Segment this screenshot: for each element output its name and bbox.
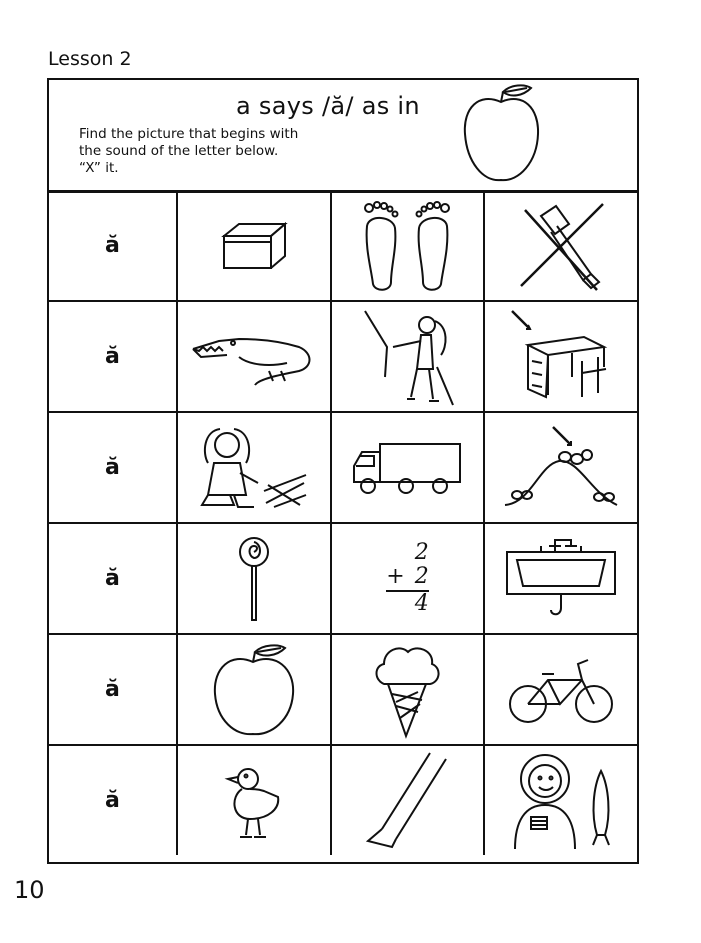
desk-icon <box>506 307 616 407</box>
instructions <box>79 126 298 177</box>
table-row <box>49 523 637 634</box>
sink-icon <box>501 534 621 624</box>
apple-icon <box>209 642 299 738</box>
girl-with-sticks-icon <box>194 423 314 513</box>
letter-cell <box>49 634 177 745</box>
picture-cell[interactable] <box>177 301 331 412</box>
picture-cell[interactable] <box>177 634 331 745</box>
picture-cell[interactable] <box>484 523 637 634</box>
picture-cell[interactable] <box>177 745 331 855</box>
picture-cell[interactable] <box>331 523 485 634</box>
leg-icon <box>362 751 452 851</box>
instruction-line: “X” it. <box>79 160 119 176</box>
letter-cell <box>49 301 177 412</box>
ax-marked-x-icon <box>511 196 611 296</box>
lesson-label: Lesson 2 <box>48 48 132 70</box>
picture-cell[interactable] <box>331 412 485 523</box>
page-number: 10 <box>14 876 45 904</box>
picture-cell[interactable] <box>484 191 637 301</box>
short-a-letter: ă <box>105 788 120 813</box>
chick-icon <box>224 761 284 841</box>
picture-cell[interactable] <box>484 301 637 412</box>
apple-icon <box>459 84 543 186</box>
picture-cell[interactable] <box>484 412 637 523</box>
addend-bottom-row <box>386 565 428 592</box>
letter-cell <box>49 745 177 855</box>
astronaut-icon <box>501 751 621 851</box>
instruction-line: Find the picture that begins with <box>79 126 299 142</box>
short-a-letter: ă <box>105 233 120 258</box>
addition-problem <box>386 541 428 616</box>
ants-on-hill-icon <box>501 423 621 513</box>
short-a-letter: ă <box>105 566 120 591</box>
truck-icon <box>350 438 465 498</box>
worksheet-header <box>49 80 637 193</box>
picture-cell[interactable] <box>331 634 485 745</box>
worksheet-title: a says /ă/ as in <box>236 92 420 120</box>
picture-grid <box>49 191 637 855</box>
addend-top: 2 <box>414 540 429 565</box>
letter-cell <box>49 191 177 301</box>
bicycle-icon <box>506 650 616 730</box>
short-a-letter: ă <box>105 455 120 480</box>
worksheet <box>47 78 639 864</box>
letter-cell <box>49 412 177 523</box>
picture-cell[interactable] <box>484 634 637 745</box>
letter-cell <box>49 523 177 634</box>
picture-cell[interactable] <box>177 191 331 301</box>
girl-fishing-icon <box>357 307 457 407</box>
feet-icon <box>357 198 457 293</box>
addend-bottom: 2 <box>414 564 429 589</box>
picture-cell[interactable] <box>177 523 331 634</box>
picture-cell[interactable] <box>331 191 485 301</box>
alligator-icon <box>189 327 319 387</box>
picture-cell[interactable] <box>484 745 637 855</box>
table-row <box>49 191 637 301</box>
picture-cell[interactable] <box>177 412 331 523</box>
instruction-line: the sound of the letter below. <box>79 143 279 159</box>
table-row <box>49 745 637 855</box>
table-row <box>49 301 637 412</box>
table-row <box>49 412 637 523</box>
box-icon <box>219 218 289 273</box>
picture-cell[interactable] <box>331 301 485 412</box>
lollipop-icon <box>234 534 274 624</box>
short-a-letter: ă <box>105 344 120 369</box>
table-row <box>49 634 637 745</box>
plus-sign: + <box>386 564 405 589</box>
sum: 4 <box>414 591 429 616</box>
short-a-letter: ă <box>105 677 120 702</box>
picture-cell[interactable] <box>331 745 485 855</box>
ice-cream-cone-icon <box>372 640 442 740</box>
